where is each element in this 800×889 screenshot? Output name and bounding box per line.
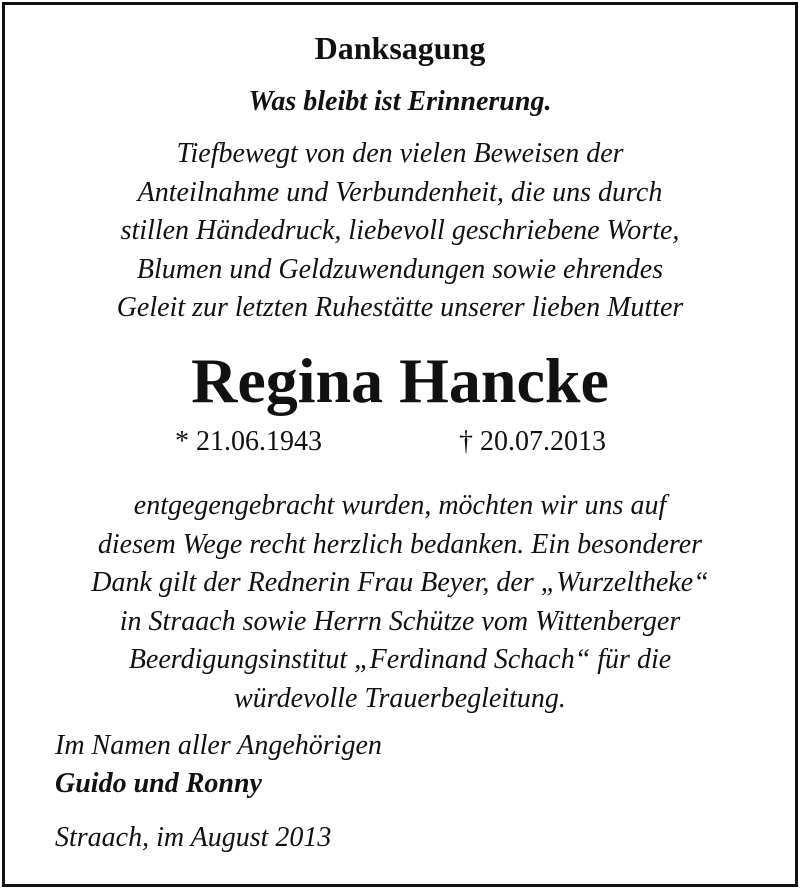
gratitude-paragraph-thanks (0, 487, 800, 719)
paragraph-line: Geleit zur letzten Ruhestätte unserer lieben Mutter (116, 292, 684, 324)
death-date: † 20.07.2013 (459, 426, 606, 457)
paragraph-line: würdevolle Trauerbegleitung. (234, 682, 566, 714)
notice-motto: Was bleibt ist Erinnerung. (248, 86, 552, 117)
paragraph-line: entgegengebracht wurden, möchten wir uns auf (133, 490, 667, 521)
birth-date: * 21.06.1943 (175, 426, 322, 457)
paragraph-line: Blumen und Geldzuwendungen sowie ehrendes (136, 253, 664, 285)
paragraph-line: in Straach sowie Herrn Schütze vom Wittenberger (119, 605, 681, 637)
paragraph-line: Anteilnahme und Verbundenheit, die uns durch (137, 176, 663, 208)
paragraph-line: Tiefbewegt von den vielen Beweisen der (176, 138, 624, 169)
paragraph-line: Beerdigungsinstitut „Ferdinand Schach“ für die (128, 644, 672, 676)
signature-place-date: Straach, im August 2013 (55, 822, 332, 853)
paragraph-line: Dank gilt der Rednerin Frau Beyer, der „Wurzeltheke“ (91, 567, 709, 599)
gratitude-paragraph-intro (0, 135, 800, 328)
notice-heading: Danksagung (314, 30, 486, 66)
signature-names: Guido und Ronny (55, 768, 262, 799)
signature-intro: Im Namen aller Angehörigen (55, 730, 382, 761)
paragraph-line: diesem Wege recht herzlich bedanken. Ein besonderer (97, 528, 703, 560)
deceased-name: Regina Hancke (191, 345, 609, 416)
paragraph-line: stillen Händedruck, liebevoll geschriebene Worte, (120, 215, 680, 247)
